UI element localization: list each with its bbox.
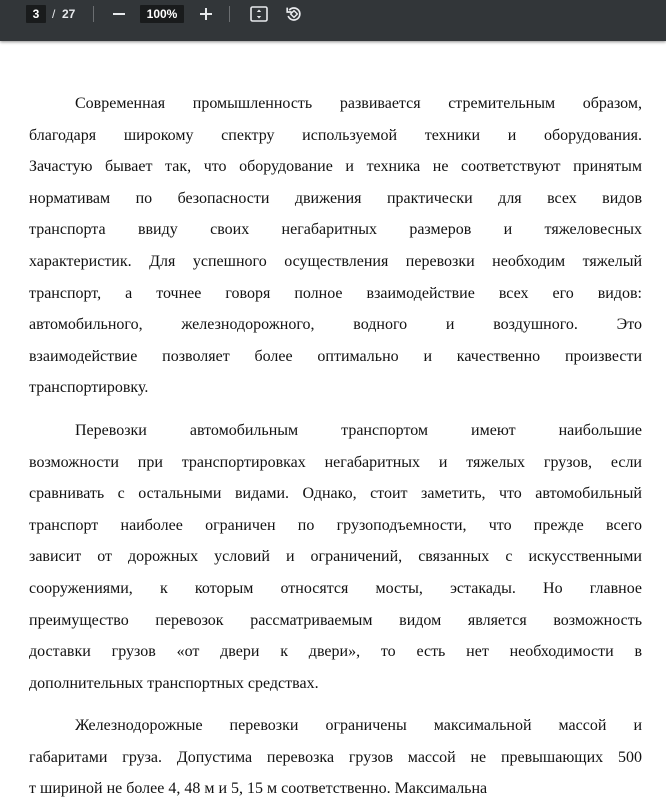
- rotate-button[interactable]: [282, 3, 306, 25]
- text-line: транспорта ввиду своих негабаритных размеров и тяжеловесных: [29, 221, 642, 239]
- text-line: транспорт наиболее ограничен по грузоподъемности, что прежде всего: [29, 516, 642, 534]
- text-line: дополнительных транспортных средствах.: [29, 674, 319, 692]
- paragraph-1: [29, 88, 642, 404]
- text-line: транспорт, а точнее говоря полное взаимодействие всех его видов:: [29, 284, 642, 302]
- paragraph-2: [29, 415, 642, 699]
- text-line: характеристик. Для успешного осуществления перевозки необходим тяжелый: [29, 252, 642, 270]
- text-line: т шириной не более 4, 48 м и 5, 15 м соответственно. Максимальна: [29, 780, 488, 798]
- toolbar-divider: [229, 6, 230, 22]
- page-separator: /: [52, 7, 56, 21]
- text-line: транспортировку.: [29, 379, 149, 397]
- text-line: Современная промышленность развивается стремительным образом,: [75, 95, 642, 112]
- text-line: сооружениями, к которым относятся мосты, эстакады. Но главное: [29, 579, 642, 597]
- paragraph-3: [29, 710, 642, 805]
- page-total: 27: [62, 7, 76, 21]
- text-line: Перевозки автомобильным транспортом имеют наибольшие: [75, 422, 642, 439]
- text-line: габаритами груза. Допустима перевозка грузов массой не превышающих 500: [29, 748, 642, 766]
- text-line: автомобильного, железнодорожного, водного и воздушного. Это: [29, 316, 642, 334]
- text-line: Зачастую бывает так, что оборудование и техника не соответствуют принятым: [29, 158, 642, 176]
- text-line: преимущество перевозок рассматриваемым видом является возможность: [29, 611, 642, 629]
- rotate-icon: [285, 5, 303, 23]
- page-number-input[interactable]: 3: [26, 5, 46, 23]
- text-line: доставки грузов «от двери к двери», то есть нет необходимости в: [29, 643, 642, 661]
- zoom-out-button[interactable]: [107, 3, 131, 25]
- fit-page-icon: [250, 6, 268, 22]
- text-line: нормативам по безопасности движения практически для всех видов: [29, 189, 642, 207]
- text-line: взаимодействие позволяет более оптимально и качественно произвести: [29, 347, 642, 365]
- zoom-in-icon: [200, 8, 212, 20]
- text-line: Железнодорожные перевозки ограничены максимальной массой и: [75, 717, 642, 734]
- zoom-in-button[interactable]: [194, 3, 218, 25]
- fit-page-button[interactable]: [247, 3, 271, 25]
- text-line: сравнивать с остальными видами. Однако, стоит заметить, что автомобильный: [29, 485, 642, 503]
- pdf-toolbar: [0, 0, 666, 41]
- pdf-page: [0, 41, 666, 798]
- text-line: возможности при транспортировках негабаритных и тяжелых грузов, если: [29, 453, 642, 471]
- text-line: благодаря широкому спектру используемой техники и оборудования.: [29, 126, 642, 144]
- text-line: зависит от дорожных условий и ограничений, связанных с искусственными: [29, 548, 642, 566]
- zoom-level-input[interactable]: 100%: [140, 5, 184, 23]
- zoom-out-icon: [113, 8, 125, 20]
- toolbar-divider: [93, 6, 94, 22]
